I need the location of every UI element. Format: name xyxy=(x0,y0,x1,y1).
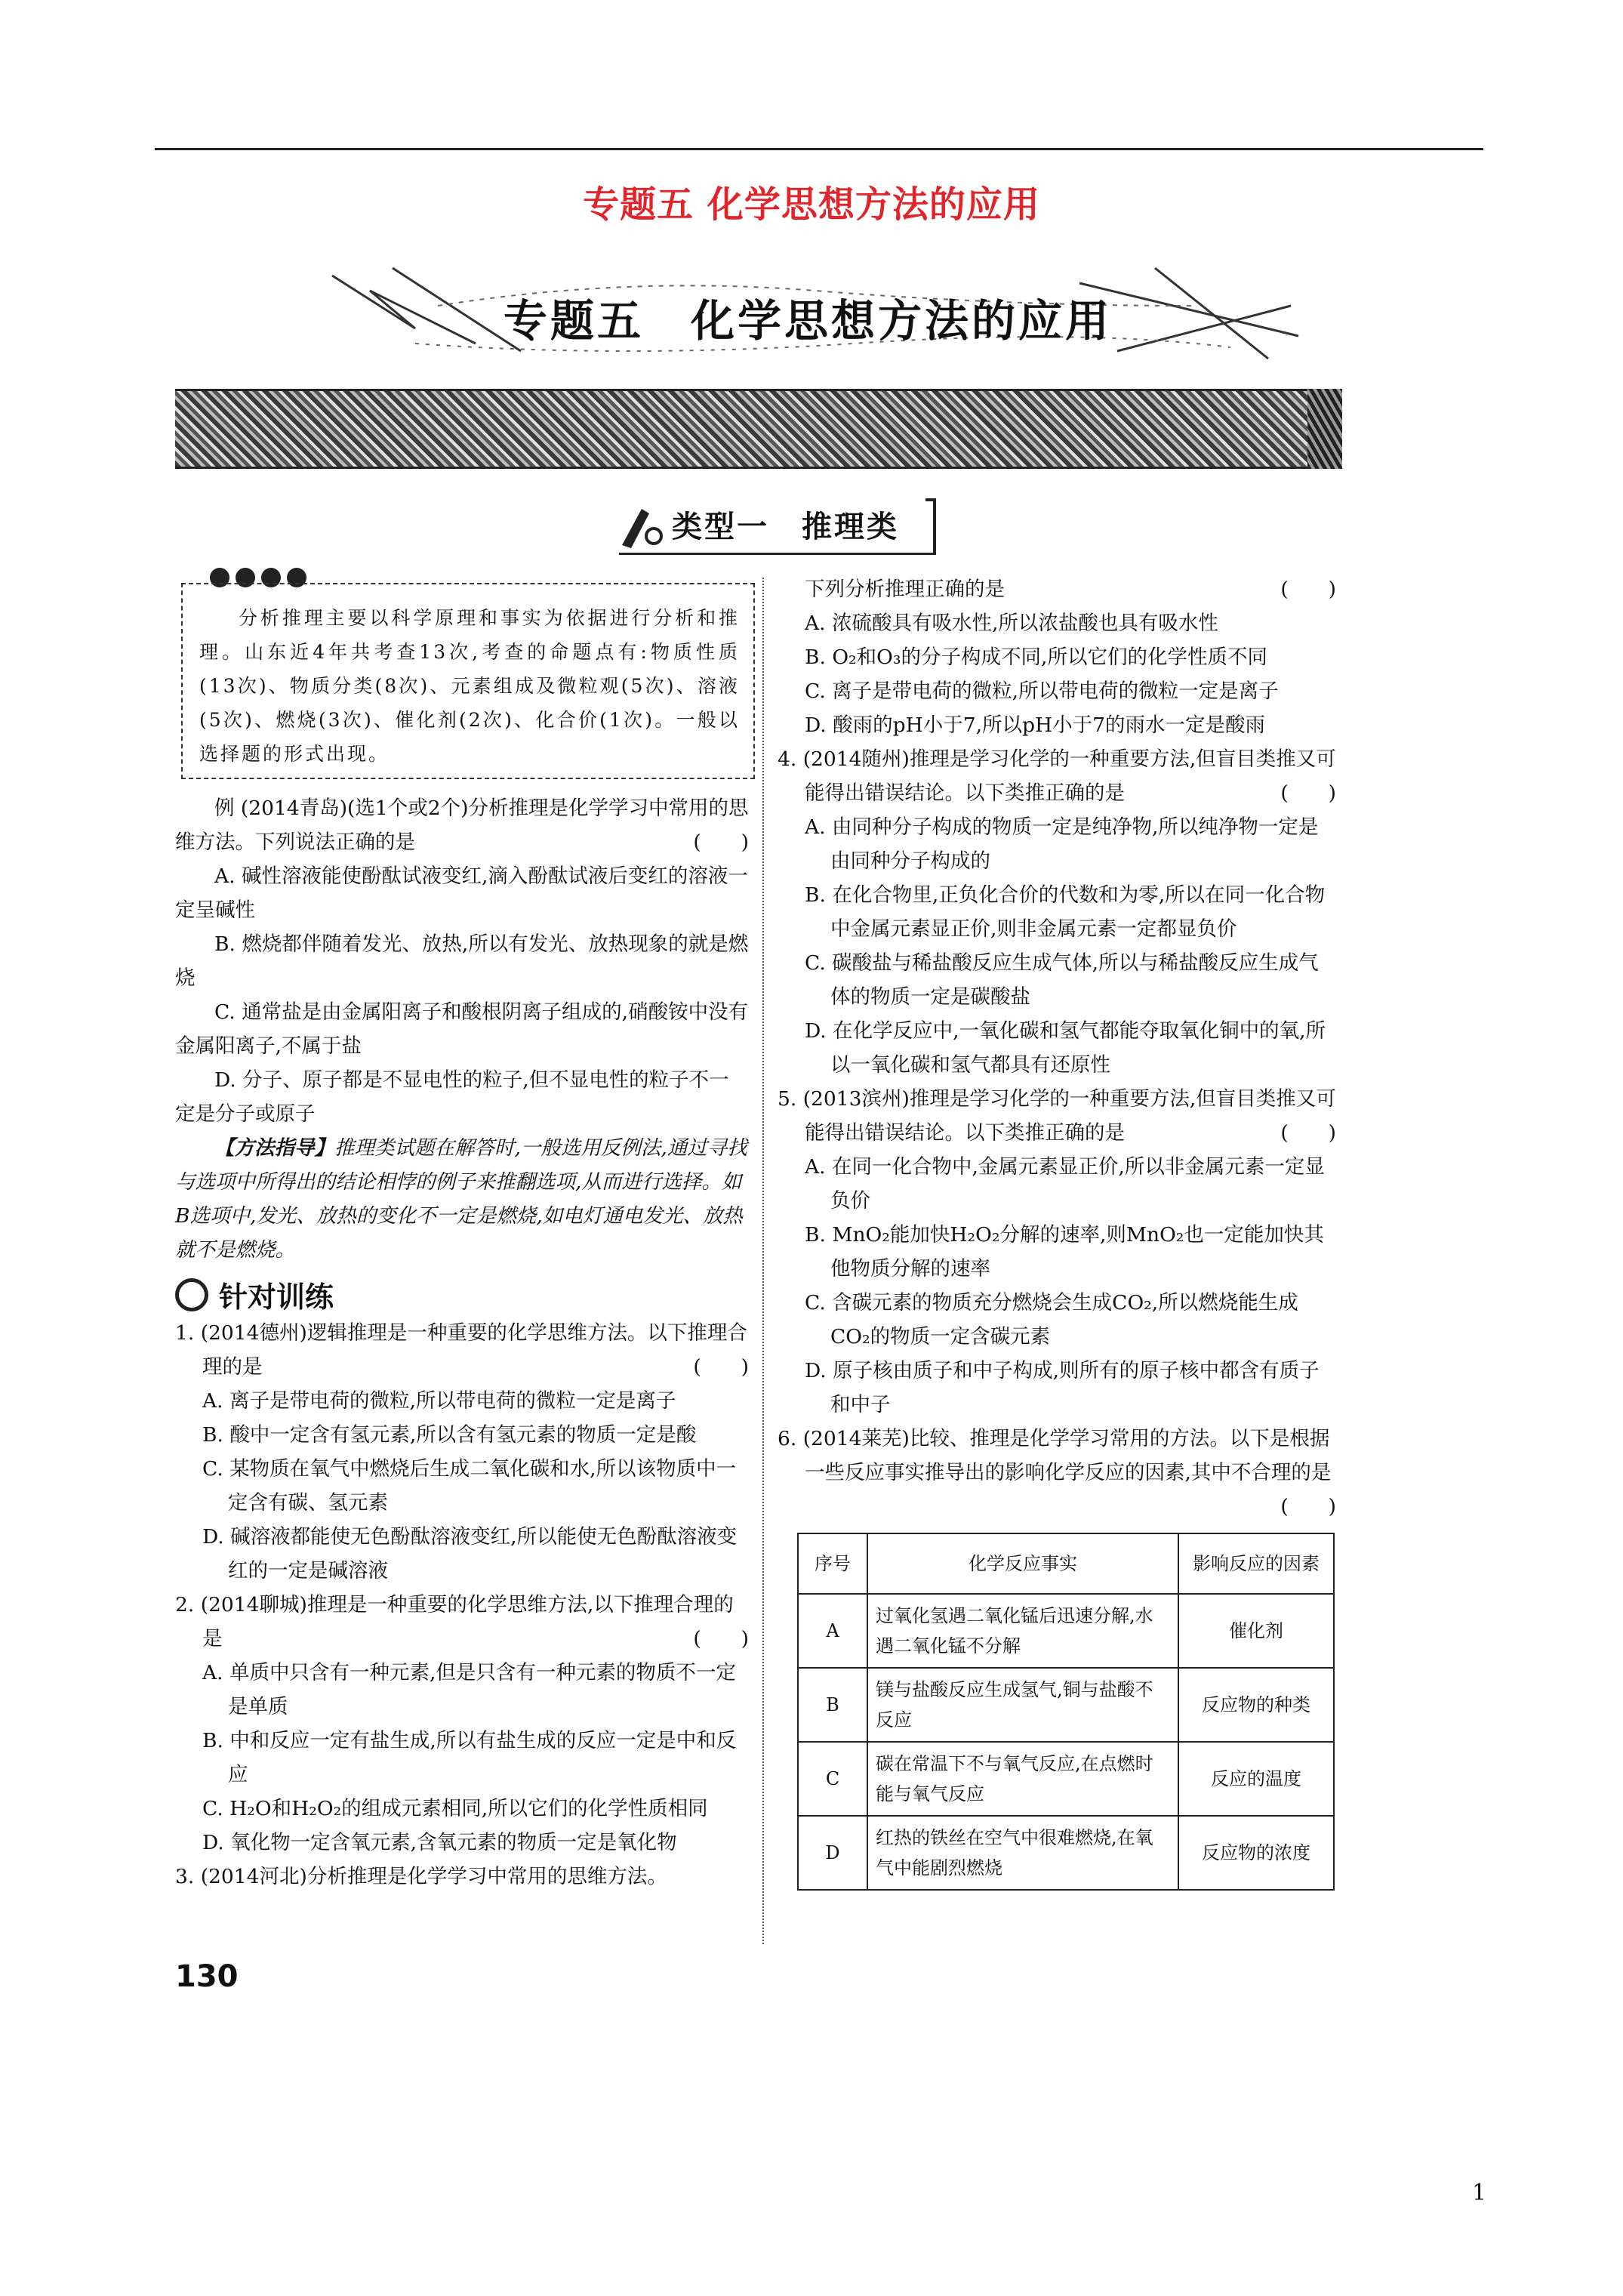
method-guide: 【方法指导】推理类试题在解答时,一般选用反例法,通过寻找与选项中所得出的结论相悖的例子来推翻选项,从而进行选择。如B选项中,发光、放热的变化不一定是燃烧,如电灯通电发光、放热就不是燃烧。 xyxy=(175,1136,747,1262)
left-questions xyxy=(175,1316,749,1894)
question-1-option-a: A. 离子是带电荷的微粒,所以带电荷的微粒一定是离子 xyxy=(202,1389,676,1413)
table-header-cell: 序号 xyxy=(798,1533,867,1594)
table-row xyxy=(798,1816,1334,1890)
table-cell: 碳在常温下不与氧气反应,在点燃时能与氧气反应 xyxy=(867,1742,1178,1816)
question-3-stem: 3. (2014河北)分析推理是化学学习中常用的思维方法。 xyxy=(175,1865,667,1888)
question-3-stem-cont: 下列分析推理正确的是 ( ) xyxy=(805,578,1336,601)
table-cell: B xyxy=(798,1668,867,1742)
table-header-cell: 化学反应事实 xyxy=(867,1533,1178,1594)
table-row xyxy=(798,1742,1334,1816)
table-cell: A xyxy=(798,1594,867,1668)
question-3-option-c: C. 离子是带电荷的微粒,所以带电荷的微粒一定是离子 xyxy=(805,680,1279,703)
table-header-cell: 影响反应的因素 xyxy=(1178,1533,1334,1594)
question-2-option-a: A. 单质中只含有一种元素,但是只含有一种元素的物质不一定是单质 xyxy=(202,1661,736,1718)
column-divider xyxy=(762,578,764,1944)
table-cell: 红热的铁丝在空气中很难燃烧,在氧气中能剧烈燃烧 xyxy=(867,1816,1178,1890)
question-1-stem: 1. (2014德州)逻辑推理是一种重要的化学思维方法。以下推理合理的是 ( ) xyxy=(175,1321,749,1379)
gear-icon xyxy=(175,1278,208,1311)
question-6-stem: 6. (2014莱芜)比较、推理是化学学习常用的方法。以下是根据一些反应事实推导出的影响化学反应的因素,其中不合理的是 ( ) xyxy=(778,1427,1336,1518)
table-cell: 反应物的种类 xyxy=(1178,1668,1334,1742)
question-5-option-c: C. 含碳元素的物质充分燃烧会生成CO₂,所以燃烧能生成CO₂的物质一定含碳元素 xyxy=(805,1291,1298,1348)
question-4-option-c: C. 碳酸盐与稀盐酸反应生成气体,所以与稀盐酸反应生成气体的物质一定是碳酸盐 xyxy=(805,951,1319,1009)
training-title: 针对训练 xyxy=(175,1274,334,1311)
example-stem: 例 (2014青岛)(选1个或2个)分析推理是化学学习中常用的思维方法。下列说法正确的是 ( ) xyxy=(175,797,749,854)
table-cell: C xyxy=(798,1742,867,1816)
question-1-option-b: B. 酸中一定含有氢元素,所以含有氢元素的物质一定是酸 xyxy=(202,1423,697,1447)
table-cell: 催化剂 xyxy=(1178,1594,1334,1668)
question-4-stem: 4. (2014随州)推理是学习化学的一种重要方法,但盲目类推又可能得出错误结论。以下类推正确的是 ( ) xyxy=(778,747,1336,805)
banner-title: 专题五 化学思想方法的应用 xyxy=(503,295,1112,347)
question-3-option-b: B. O₂和O₃的分子构成不同,所以它们的化学性质不同 xyxy=(805,646,1267,669)
section-heading-text: 类型一 推理类 xyxy=(672,510,899,544)
question-2-option-c: C. H₂O和H₂O₂的组成元素相同,所以它们的化学性质相同 xyxy=(202,1797,708,1820)
intro-box xyxy=(181,583,755,779)
question-5-option-a: A. 在同一化合物中,金属元素显正价,所以非金属元素一定显负价 xyxy=(805,1155,1325,1213)
question-5-stem: 5. (2013滨州)推理是学习化学的一种重要方法,但盲目类推又可能得出错误结论。以下类推正确的是 ( ) xyxy=(778,1087,1336,1145)
section-heading xyxy=(619,498,936,555)
table-cell: D xyxy=(798,1816,867,1890)
question-2-stem: 2. (2014聊城)推理是一种重要的化学思维方法,以下推理合理的是 ( ) xyxy=(175,1593,749,1650)
table-cell: 过氧化氢遇二氧化锰后迅速分解,水遇二氧化锰不分解 xyxy=(867,1594,1178,1668)
top-rule xyxy=(155,148,1483,150)
question-5-option-b: B. MnO₂能加快H₂O₂分解的速率,则MnO₂也一定能加快其他物质分解的速率 xyxy=(805,1223,1324,1281)
table-cell: 镁与盐酸反应生成氢气,铜与盐酸不反应 xyxy=(867,1668,1178,1742)
question-3-option-a: A. 浓硫酸具有吸水性,所以浓盐酸也具有吸水性 xyxy=(805,612,1218,635)
example-block xyxy=(175,791,749,1267)
table-cell: 反应的温度 xyxy=(1178,1742,1334,1816)
table-row xyxy=(798,1594,1334,1668)
page-title: 专题五 化学思想方法的应用 xyxy=(583,183,1040,226)
decorative-stripe xyxy=(175,389,1342,469)
example-option-a: A. 碱性溶液能使酚酞试液变红,滴入酚酞试液后变红的溶液一定呈碱性 xyxy=(175,864,748,922)
question-2-option-b: B. 中和反应一定有盐生成,所以有盐生成的反应一定是中和反应 xyxy=(202,1729,737,1786)
reaction-table xyxy=(797,1533,1335,1891)
question-5-option-d: D. 原子核由质子和中子构成,则所有的原子核中都含有质子和中子 xyxy=(805,1359,1320,1416)
heading-bracket xyxy=(925,498,936,554)
page-number: 130 xyxy=(175,1959,239,1994)
question-3-option-d: D. 酸雨的pH小于7,所以pH小于7的雨水一定是酸雨 xyxy=(805,713,1265,737)
question-1-option-c: C. 某物质在氧气中燃烧后生成二氧化碳和水,所以该物质中一定含有碳、氢元素 xyxy=(202,1457,737,1515)
stripe-cap-right xyxy=(1307,389,1342,469)
question-4-option-b: B. 在化合物里,正负化合价的代数和为零,所以在同一化合物中金属元素显正价,则非金属元素一定都显负价 xyxy=(805,883,1326,941)
example-option-b: B. 燃烧都伴随着发光、放热,所以有发光、放热现象的就是燃烧 xyxy=(175,932,749,990)
intro-text: 分析推理主要以科学原理和事实为依据进行分析和推理。山东近4年共考查13次,考查的命题点有:物质性质(13次)、物质分类(8次)、元素组成及微粒观(5次)、溶液(5次)、燃烧(3次)、催化剂(2次)、化合价(1次)。一般以选择题的形式出现。 xyxy=(199,607,740,765)
footer-page-number: 1 xyxy=(1472,2180,1487,2206)
example-option-c: C. 通常盐是由金属阳离子和酸根阴离子组成的,硝酸铵中没有金属阳离子,不属于盐 xyxy=(175,1000,749,1058)
pencil-icon xyxy=(619,503,669,550)
question-4-option-a: A. 由同种分子构成的物质一定是纯净物,所以纯净物一定是由同种分子构成的 xyxy=(805,815,1319,873)
right-questions xyxy=(778,572,1336,1524)
table-cell: 反应物的浓度 xyxy=(1178,1816,1334,1890)
question-2-option-d: D. 氧化物一定含氧元素,含氧元素的物质一定是氧化物 xyxy=(202,1831,677,1854)
table-row xyxy=(798,1668,1334,1742)
example-option-d: D. 分子、原子都是不显电性的粒子,但不显电性的粒子不一定是分子或原子 xyxy=(175,1068,729,1126)
question-4-option-d: D. 在化学反应中,一氧化碳和氢气都能夺取氧化铜中的氧,所以一氧化碳和氢气都具有还原性 xyxy=(805,1019,1326,1077)
question-1-option-d: D. 碱溶液都能使无色酚酞溶液变红,所以能使无色酚酞溶液变红的一定是碱溶液 xyxy=(202,1525,738,1583)
table-header-row xyxy=(798,1533,1334,1594)
